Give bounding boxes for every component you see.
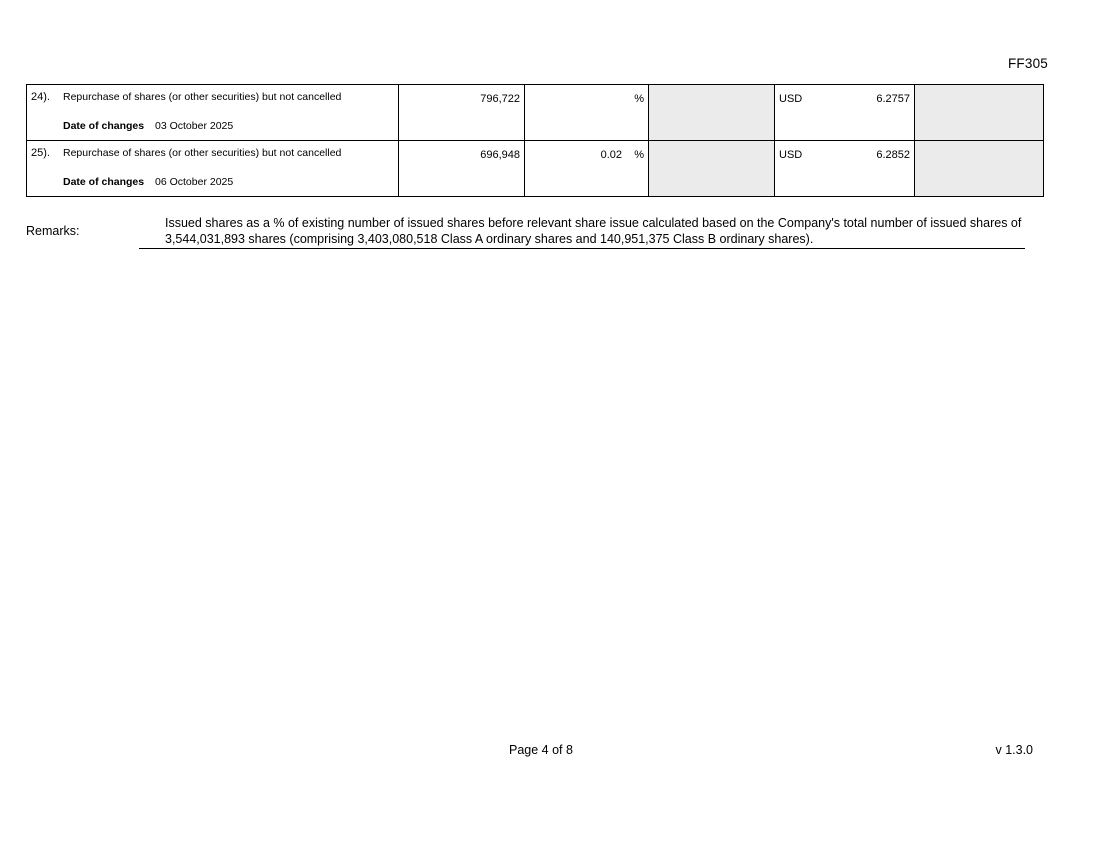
row-index: 24). [31,91,50,103]
percent-sign: % [634,149,644,161]
date-of-changes-label: Date of changes [63,176,145,188]
page-number: Page 4 of 8 [509,743,573,757]
form-version: v 1.3.0 [995,743,1033,757]
share-count-value: 696,948 [480,149,520,161]
row-currency-cell [775,85,915,141]
date-of-changes-value: 06 October 2025 [155,176,234,188]
currency-amount: 6.2852 [876,149,910,161]
date-of-changes-value: 03 October 2025 [155,120,234,132]
date-of-changes-label: Date of changes [63,120,145,132]
percent-sign: % [634,93,644,105]
table-row [27,85,1044,141]
remarks-label: Remarks: [26,224,80,238]
row-blank-cell-1 [649,141,775,197]
remarks-line: Issued shares as a % of existing number of issued shares before relevant share issue calculated based on the Company's total number of issued shares of [165,216,1022,230]
row-number-cell [399,85,525,141]
currency-code: USD [779,149,803,161]
row-title: Repurchase of shares (or other securities) but not cancelled [63,91,342,103]
currency-amount: 6.2757 [876,93,910,105]
row-index: 25). [31,147,50,159]
form-code: FF305 [1007,56,1048,71]
row-blank-cell-1 [649,85,775,141]
remarks-line: 3,544,031,893 shares (comprising 3,403,080,518 Class A ordinary shares and 140,951,375 Class B ordinary shares). [139,232,1025,250]
row-currency-cell [775,141,915,197]
table-row [27,141,1044,197]
row-description-cell [27,85,399,141]
row-percent-cell [525,85,649,141]
percent-value: 0.02 [600,149,622,161]
share-changes-table [26,84,1044,197]
row-blank-cell-2 [915,85,1044,141]
row-number-cell [399,141,525,197]
row-blank-cell-2 [915,141,1044,197]
currency-code: USD [779,93,803,105]
row-description-cell [27,141,399,197]
row-percent-cell [525,141,649,197]
share-count-value: 796,722 [480,93,520,105]
row-title: Repurchase of shares (or other securities) but not cancelled [63,147,342,159]
